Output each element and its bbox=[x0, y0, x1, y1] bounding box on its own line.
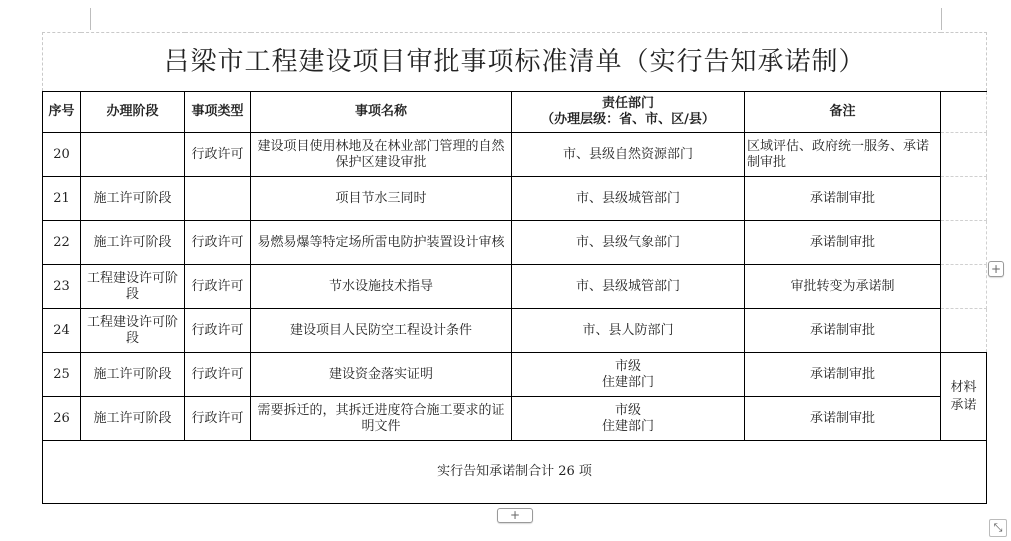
cell-seq: 25 bbox=[43, 353, 81, 397]
add-row-button[interactable]: + bbox=[497, 508, 533, 523]
header-extra-cell bbox=[941, 92, 987, 133]
cell-stage bbox=[81, 133, 185, 177]
header-note: 备注 bbox=[745, 92, 941, 133]
cell-seq: 23 bbox=[43, 265, 81, 309]
margin-guide-left-top bbox=[90, 8, 91, 30]
cell-stage: 工程建设许可阶段 bbox=[81, 265, 185, 309]
cell-dept bbox=[512, 397, 745, 441]
cell-name: 节水设施技术指导 bbox=[251, 265, 512, 309]
cell-type: 行政许可 bbox=[185, 353, 251, 397]
cell-note: 区域评估、政府统一服务、承诺制审批 bbox=[745, 133, 941, 177]
cell-type bbox=[185, 177, 251, 221]
cell-dept: 市、县级城管部门 bbox=[512, 265, 745, 309]
cell-stage: 施工许可阶段 bbox=[81, 221, 185, 265]
cell-name: 易燃易爆等特定场所雷电防护装置设计审核 bbox=[251, 221, 512, 265]
cell-seq: 24 bbox=[43, 309, 81, 353]
header-stage: 办理阶段 bbox=[81, 92, 185, 133]
header-type: 事项类型 bbox=[185, 92, 251, 133]
margin-guide-right-top bbox=[941, 8, 942, 30]
header-name: 事项名称 bbox=[251, 92, 512, 133]
cell-seq: 21 bbox=[43, 177, 81, 221]
total-cell: 实行告知承诺制合计 26 项 bbox=[43, 441, 987, 504]
cell-name: 项目节水三同时 bbox=[251, 177, 512, 221]
cell-seq: 26 bbox=[43, 397, 81, 441]
table-title: 吕梁市工程建设项目审批事项标准清单（实行告知承诺制） bbox=[43, 33, 987, 92]
cell-dept-line1: 市级 bbox=[614, 358, 641, 374]
cell-stage: 施工许可阶段 bbox=[81, 177, 185, 221]
cell-stage: 施工许可阶段 bbox=[81, 353, 185, 397]
cell-type: 行政许可 bbox=[185, 397, 251, 441]
extra-note-text: 材料承诺 bbox=[950, 379, 977, 413]
cell-note: 承诺制审批 bbox=[745, 397, 941, 441]
header-seq: 序号 bbox=[43, 92, 81, 133]
cell-dept: 市、县人防部门 bbox=[512, 309, 745, 353]
cell-stage: 工程建设许可阶段 bbox=[81, 309, 185, 353]
table-row bbox=[43, 177, 987, 221]
approval-table-container bbox=[42, 32, 986, 505]
cell-dept-line1: 市级 bbox=[614, 402, 641, 418]
cell-note: 承诺制审批 bbox=[745, 309, 941, 353]
cell-note: 承诺制审批 bbox=[745, 177, 941, 221]
cell-dept: 市、县级气象部门 bbox=[512, 221, 745, 265]
table-header-row bbox=[43, 92, 987, 133]
cell-dept-line2: 住建部门 bbox=[601, 418, 654, 434]
header-dept-line1: 责任部门 bbox=[601, 96, 654, 111]
table-resize-icon[interactable]: ⤡ bbox=[989, 519, 1007, 537]
cell-note: 承诺制审批 bbox=[745, 221, 941, 265]
cell-name: 需要拆迁的，其拆迁进度符合施工要求的证明文件 bbox=[251, 397, 512, 441]
header-dept bbox=[512, 92, 745, 133]
table-row bbox=[43, 397, 987, 441]
add-column-button[interactable]: + bbox=[988, 261, 1004, 277]
cell-stage: 施工许可阶段 bbox=[81, 397, 185, 441]
table-row bbox=[43, 133, 987, 177]
cell-type: 行政许可 bbox=[185, 265, 251, 309]
cell-type: 行政许可 bbox=[185, 221, 251, 265]
table-row bbox=[43, 353, 987, 397]
cell-extra bbox=[941, 177, 987, 221]
table-row bbox=[43, 221, 987, 265]
cell-extra bbox=[941, 265, 987, 309]
cell-name: 建设项目人民防空工程设计条件 bbox=[251, 309, 512, 353]
table-row bbox=[43, 309, 987, 353]
cell-seq: 20 bbox=[43, 133, 81, 177]
cell-extra bbox=[941, 133, 987, 177]
total-row bbox=[43, 441, 987, 504]
header-dept-line2: （办理层级：省、市、区/县） bbox=[541, 112, 715, 127]
cell-extra-note bbox=[941, 353, 987, 441]
cell-dept bbox=[512, 353, 745, 397]
cell-name: 建设项目使用林地及在林业部门管理的自然保护区建设审批 bbox=[251, 133, 512, 177]
approval-table bbox=[42, 32, 987, 504]
cell-name: 建设资金落实证明 bbox=[251, 353, 512, 397]
cell-dept-line2: 住建部门 bbox=[601, 374, 654, 390]
cell-seq: 22 bbox=[43, 221, 81, 265]
cell-dept: 市、县级城管部门 bbox=[512, 177, 745, 221]
cell-type: 行政许可 bbox=[185, 133, 251, 177]
cell-dept: 市、县级自然资源部门 bbox=[512, 133, 745, 177]
cell-extra bbox=[941, 309, 987, 353]
cell-extra bbox=[941, 221, 987, 265]
table-row bbox=[43, 265, 987, 309]
cell-type: 行政许可 bbox=[185, 309, 251, 353]
cell-note: 承诺制审批 bbox=[745, 353, 941, 397]
cell-note: 审批转变为承诺制 bbox=[745, 265, 941, 309]
